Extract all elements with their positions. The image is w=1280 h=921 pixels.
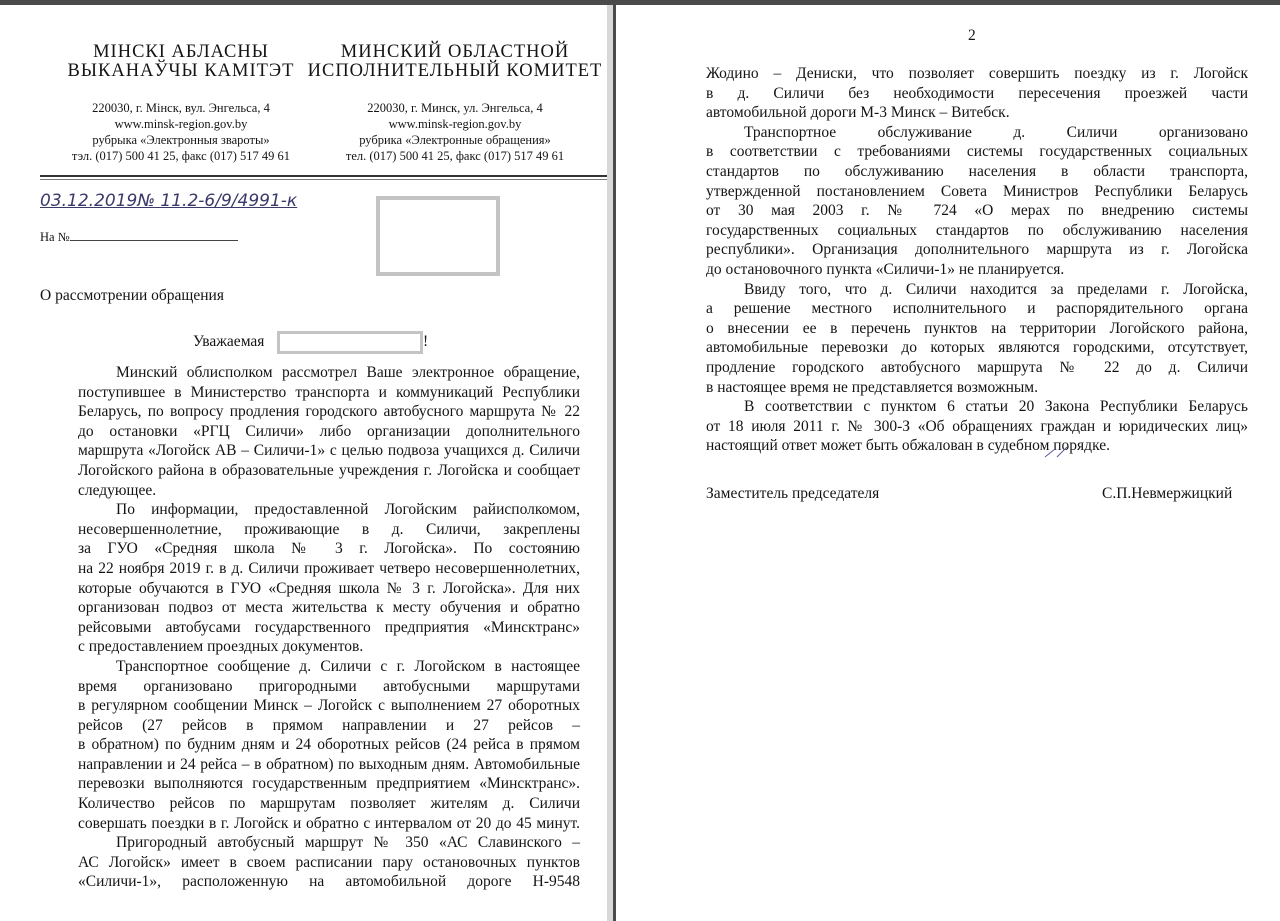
address-line: 220030, г. Минск, ул. Энгельса, 4 [367,101,543,115]
paragraph [706,123,1248,280]
text-line: Минский облисполком рассмотрел Ваше электронное обращение, [116,364,580,381]
org-title-be [40,43,322,81]
title-line: ИСПОЛНИТЕЛЬНЫЙ КОМИТЕТ [307,61,603,81]
text-line: поступившее в Министерство транспорта и коммуникаций Республики [78,383,580,401]
text-line: продление городского автобусного маршрута № 22 до д. Силичи [706,358,1248,376]
registration-number-handwritten [40,191,297,211]
text-line: «Силичи-1», расположенную на автомобильной дороге Н-9548 [78,873,580,891]
address-line: 220030, г. Мінск, вул. Энгельса, 4 [92,101,270,115]
text-line: от 18 июля 2011 г. № 300-З «Об обращениях граждан и юридических лиц» [706,417,1248,435]
reference-blank-line [70,240,238,241]
text-line: настоящий ответ может быть обжалован в судебном порядке. [706,437,1110,455]
text-line: в настоящее время не представляется возможным. [706,378,1038,396]
page-gap [607,5,613,921]
text-line: По информации, предоставленной Логойским райисполкомом, [116,501,580,519]
paragraph [78,657,580,833]
letter-body-page-2 [706,64,1248,456]
text-line: Жодино – Дениски, что позволяет совершить поездку из г. Логойск [706,65,1248,82]
salutation: Уважаемая [193,333,265,350]
paragraph [78,363,580,500]
text-line: рейсовыми автобусами государственного предприятия «Минсктранс» [78,618,580,636]
pen-mark [1043,445,1073,459]
text-line: в обратном) по будним дням и 24 оборотных рейсов (24 рейса в прямом [78,736,580,754]
reg-number: № 11.2-6/9/4991-к [137,191,298,211]
text-line: В соответствии с пунктом 6 статьи 20 Закона Республики Беларусь [744,398,1248,416]
header-divider [40,175,607,177]
address-line: рубрика «Электронные обращения» [359,133,551,147]
text-line: маршрута «Логойск АВ – Силичи-1» с целью подвоза учащихся д. Силичи [78,442,580,460]
text-line: организован подвоз от места жительства к месту обучения и обратно [78,599,580,617]
signer-title: Заместитель председателя [706,485,880,502]
text-line: автомобильной дороги М-3 Минск – Витебск. [706,104,1010,122]
text-line: автомобильные перевозки до которых являются городскими, отсутствует, [706,339,1248,357]
phone-fax: тел. (017) 500 41 25, факс (017) 517 49 61 [345,149,565,163]
text-line: от 30 мая 2003 г. № 724 «О мерах по внедрению системы [706,202,1248,220]
text-line: время организовано пригородными автобусными маршрутами [78,677,580,695]
text-line: в соответствии с требованиями системы государственных социальных [706,143,1248,161]
phone-fax: тэл. (017) 500 41 25, факс (017) 517 49 61 [71,149,291,163]
page-number: 2 [968,27,976,44]
text-line: до остановки «РГЦ Силичи» либо организации дополнительного [78,422,580,440]
text-line: совершать поездки в г. Логойск и обратно с интервалом от 20 до 45 минут. [78,814,580,832]
text-line: с предоставлением проездных документов. [78,638,364,656]
website: www.minsk-region.gov.by [114,117,248,131]
text-line: АС Логойск» имеет в своем расписании пару остановочных пунктов [78,853,580,871]
text-line: Логойского района в образовательные учреждения г. Логойска и сообщает [78,461,580,479]
text-line: республики». Организация дополнительного маршрута из г. Логойска [706,241,1248,259]
text-line: которые обучаются в ГУО «Средняя школа № 3 г. Логойска». Для них [78,579,580,597]
text-line: в регулярном сообщении Минск – Логойск с выполнением 27 оборотных [78,697,580,715]
letter-page-2 [616,5,1280,921]
signer-name: С.П.Невмержицкий [1102,485,1233,502]
text-line: за ГУО «Средняя школа № 3 г. Логойска». По состоянию [78,540,580,558]
org-title-ru [305,43,605,81]
title-line: ВЫКАНАЎЧЫ КАМІТЭТ [67,61,295,81]
website: www.minsk-region.gov.by [388,117,522,131]
text-line: Транспортное сообщение д. Силичи с г. Логойском в настоящее [116,657,580,675]
org-address-ru [305,100,605,164]
reference-number-field [40,230,238,245]
header-russian [305,43,605,164]
text-line: в д. Силичи без необходимости пересечения проезжей части [706,84,1248,102]
address-line: рубрыка «Электронныя звароты» [92,133,270,147]
paragraph [706,64,1248,123]
text-line: стандартов по обслуживанию населения в области транспорта, [706,162,1248,180]
paragraph [706,397,1248,456]
salutation-end: ! [423,333,429,350]
org-address-be [40,100,322,164]
paragraph [78,500,580,657]
reg-date: 03.12.2019 [40,191,138,211]
text-line: а решение местного исполнительного и распорядительного органа [706,300,1248,318]
paragraph [78,833,580,892]
text-line: рейсов (27 рейсов в прямом направлении и 27 рейсов – [78,716,580,734]
title-line: МІНСКІ АБЛАСНЫ [93,42,269,62]
text-line: Пригородный автобусный маршрут № 350 «АС Славинского – [116,834,580,852]
reference-label: На № [40,230,70,244]
text-line: утвержденной постановлением Совета Министров Республики Беларусь [706,182,1248,200]
text-line: Транспортное обслуживание д. Силичи организовано [744,123,1248,141]
text-line: несовершеннолетние, проживающие в д. Силичи, закреплены [78,520,580,538]
text-line: государственных социальных стандартов по обслуживанию населения [706,221,1248,239]
text-line: Беларусь, по вопросу продления городского автобусного маршрута № 22 [78,403,580,421]
text-line: направлении и 24 рейса – в обратном) по выходным дням. Автомобильные [78,755,580,773]
header-belarusian [40,43,322,164]
redacted-addressee-box [376,196,500,276]
letter-page-1 [0,5,607,921]
text-line: Ввиду того, что д. Силичи находится за пределами г. Логойска, [744,280,1248,298]
text-line: до остановочного пункта «Силичи-1» не планируется. [706,260,1065,278]
paragraph [706,280,1248,398]
letter-body-page-1 [78,363,580,892]
text-line: на 22 ноября 2019 г. в д. Силичи проживает четверо несовершеннолетних, [78,559,580,577]
text-line: перевозки выполняются государственным предприятием «Минсктранс». [78,775,580,793]
text-line: следующее. [78,481,157,499]
header-divider-thin [40,179,607,180]
text-line: Количество рейсов по маршрутам позволяет жителям д. Силичи [78,795,580,813]
title-line: МИНСКИЙ ОБЛАСТНОЙ [340,42,570,62]
redacted-name-box [277,331,423,354]
letter-subject: О рассмотрении обращения [40,287,224,304]
text-line: о внесении ее в перечень пунктов на территории Логойского района, [706,319,1248,337]
